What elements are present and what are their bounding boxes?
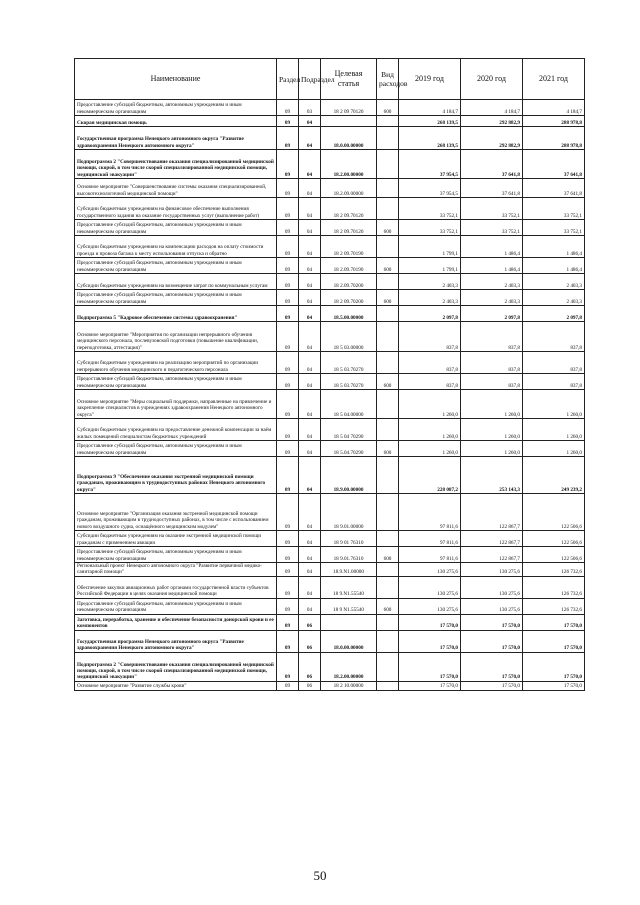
row-value-2020: 122 867,7	[461, 531, 523, 547]
row-value-2021: 288 978,8	[523, 116, 585, 127]
row-subsection: 04	[299, 150, 321, 179]
row-name: Субсидии бюджетным учреждениям на возмещение затрат по коммунальным услугам	[75, 274, 277, 290]
row-target: 18 5 03.70270	[321, 352, 377, 374]
row-exp-type: 600	[377, 374, 399, 390]
table-row	[75, 198, 585, 220]
row-value-2019: 97 811,6	[399, 531, 461, 547]
table-row	[75, 563, 585, 577]
col-header-section: Раздел	[277, 59, 299, 100]
row-name: Региональный проект Ненецкого автономного округа "Развитие первичной медико-санитарной помощи"	[75, 563, 277, 577]
row-name: Субсидии бюджетным учреждениям на реализацию мероприятий по организации непрерывного обучения медицинского и педагогического персонала	[75, 352, 277, 374]
budget-table-container	[74, 58, 584, 691]
row-value-2020: 1 486,4	[461, 258, 523, 274]
row-target: 18 2 09.70200	[321, 290, 377, 306]
table-row	[75, 374, 585, 390]
table-row	[75, 614, 585, 630]
row-section: 09	[277, 441, 299, 457]
row-value-2020: 837,8	[461, 352, 523, 374]
row-subsection: 04	[299, 547, 321, 563]
row-value-2020: 2 403,3	[461, 274, 523, 290]
table-row	[75, 457, 585, 494]
row-name: Подпрограмма 2 "Совершенствование оказания специализированной медицинской помощи, скорой, в том числе скорой специализированной медицинской помощи, медицинской эвакуации"	[75, 150, 277, 179]
table-row	[75, 258, 585, 274]
row-value-2020: 17 570,0	[461, 681, 523, 690]
row-name: Основное мероприятие "Организация оказания экстренной медицинской помощи гражданам, проживающим в труднодоступных районах, в том числе с использованием нового воздушного судна, оснащённого медицинским модулем"	[75, 494, 277, 531]
row-exp-type	[377, 322, 399, 352]
row-section: 09	[277, 681, 299, 690]
row-value-2019: 228 087,2	[399, 457, 461, 494]
row-value-2020: 4 184,7	[461, 100, 523, 116]
table-row	[75, 322, 585, 352]
row-subsection: 04	[299, 127, 321, 150]
row-value-2021: 1 486,4	[523, 236, 585, 258]
row-target: 18.9.00.00000	[321, 457, 377, 494]
row-name: Предоставление субсидий бюджетным, автономным учреждениям и иным некоммерческим организациям	[75, 100, 277, 116]
table-row	[75, 531, 585, 547]
row-value-2019: 268 139,5	[399, 116, 461, 127]
row-value-2020: 837,8	[461, 374, 523, 390]
row-value-2019: 1 260,0	[399, 441, 461, 457]
row-subsection: 04	[299, 198, 321, 220]
row-subsection: 06	[299, 681, 321, 690]
table-row	[75, 419, 585, 441]
row-target: 18 5 03.00000	[321, 322, 377, 352]
row-value-2020: 253 143,3	[461, 457, 523, 494]
row-exp-type	[377, 494, 399, 531]
row-subsection: 04	[299, 441, 321, 457]
row-subsection: 06	[299, 652, 321, 681]
row-subsection: 04	[299, 563, 321, 577]
row-target: 18 9 01 76310	[321, 531, 377, 547]
row-target: 18.2.09.00000	[321, 179, 377, 198]
row-value-2019: 2 403,3	[399, 274, 461, 290]
page-number: 50	[313, 868, 327, 883]
row-value-2019: 1 799,1	[399, 236, 461, 258]
row-target: 18.2.00.00000	[321, 652, 377, 681]
row-exp-type	[377, 274, 399, 290]
row-exp-type	[377, 419, 399, 441]
row-section: 09	[277, 547, 299, 563]
row-name: Предоставление субсидий бюджетным, автономным учреждениям и иным некоммерческим организациям	[75, 258, 277, 274]
row-value-2021: 1 260,0	[523, 390, 585, 419]
row-value-2021: 4 184,7	[523, 100, 585, 116]
table-row	[75, 290, 585, 306]
row-exp-type	[377, 652, 399, 681]
row-exp-type	[377, 127, 399, 150]
table-body	[75, 100, 585, 691]
row-subsection: 04	[299, 352, 321, 374]
row-target: 18 9.N1.55540	[321, 576, 377, 598]
row-value-2019: 2 403,3	[399, 290, 461, 306]
row-target: 18 9.01.00000	[321, 494, 377, 531]
row-section: 09	[277, 150, 299, 179]
row-section: 09	[277, 419, 299, 441]
table-row	[75, 494, 585, 531]
row-section: 09	[277, 116, 299, 127]
col-header-name: Наименование	[75, 59, 277, 100]
budget-table	[74, 58, 585, 691]
row-value-2021: 288 978,8	[523, 127, 585, 150]
row-subsection: 04	[299, 274, 321, 290]
row-value-2020: 33 752,1	[461, 198, 523, 220]
row-value-2020: 37 641,8	[461, 179, 523, 198]
row-section: 09	[277, 374, 299, 390]
row-exp-type	[377, 681, 399, 690]
row-exp-type	[377, 306, 399, 322]
row-exp-type	[377, 614, 399, 630]
row-target: 18 5 04 70290	[321, 419, 377, 441]
row-exp-type: 600	[377, 598, 399, 614]
row-value-2019: 130 275,6	[399, 563, 461, 577]
row-section: 09	[277, 306, 299, 322]
row-target: 18 5.04.70290	[321, 441, 377, 457]
row-section: 09	[277, 352, 299, 374]
row-exp-type: 600	[377, 100, 399, 116]
table-row	[75, 236, 585, 258]
row-section: 09	[277, 652, 299, 681]
row-value-2021: 837,8	[523, 322, 585, 352]
row-value-2019: 1 799,1	[399, 258, 461, 274]
row-name: Основное мероприятие "Мероприятия по организации непрерывного обучения медицинского персонала, послевузовской подготовки (повышение квалификации, переподготовка, аттестация)"	[75, 322, 277, 352]
row-exp-type: 600	[377, 220, 399, 236]
row-exp-type	[377, 179, 399, 198]
row-name: Подпрограмма 5 "Кадровое обеспечение системы здравоохранения"	[75, 306, 277, 322]
row-value-2020: 1 260,0	[461, 390, 523, 419]
row-section: 09	[277, 457, 299, 494]
row-name: Подпрограмма 2 "Совершенствование оказания специализированной медицинской помощи, скорой, в том числе скорой специализированной медицинской помощи, медицинской эвакуации"	[75, 652, 277, 681]
row-value-2021: 33 752,1	[523, 220, 585, 236]
table-row	[75, 127, 585, 150]
row-target: 18 2.09.70200	[321, 274, 377, 290]
row-target: 18 2 09.70120	[321, 198, 377, 220]
row-target: 18 2 10.00000	[321, 681, 377, 690]
row-section: 09	[277, 290, 299, 306]
row-value-2019: 17 570,0	[399, 630, 461, 652]
table-row	[75, 220, 585, 236]
row-section: 09	[277, 576, 299, 598]
table-row	[75, 598, 585, 614]
row-exp-type	[377, 116, 399, 127]
row-value-2021: 122 506,6	[523, 531, 585, 547]
table-row	[75, 652, 585, 681]
row-section: 09	[277, 179, 299, 198]
row-name: Предоставление субсидий бюджетным, автономным учреждениям и иным некоммерческим организациям	[75, 290, 277, 306]
row-subsection: 04	[299, 322, 321, 352]
row-value-2021: 17 570,0	[523, 614, 585, 630]
row-subsection: 04	[299, 116, 321, 127]
row-value-2021: 1 260,0	[523, 419, 585, 441]
row-value-2021: 122 506,6	[523, 494, 585, 531]
row-value-2020: 1 486,4	[461, 236, 523, 258]
row-section: 09	[277, 100, 299, 116]
row-target: 18 2 09 70120	[321, 100, 377, 116]
table-row	[75, 150, 585, 179]
row-subsection: 04	[299, 390, 321, 419]
row-exp-type	[377, 531, 399, 547]
row-value-2020: 837,8	[461, 322, 523, 352]
row-value-2020: 37 641,8	[461, 150, 523, 179]
row-value-2020: 292 882,9	[461, 127, 523, 150]
row-value-2020: 130 275,6	[461, 563, 523, 577]
table-row	[75, 547, 585, 563]
table-row	[75, 390, 585, 419]
row-exp-type: 600	[377, 258, 399, 274]
row-exp-type	[377, 563, 399, 577]
row-section: 09	[277, 614, 299, 630]
row-value-2019: 837,8	[399, 374, 461, 390]
row-name: Предоставление субсидий бюджетным, автономным учреждениям и иным некоммерческим организациям	[75, 598, 277, 614]
row-value-2019: 17 570,0	[399, 614, 461, 630]
row-subsection: 04	[299, 374, 321, 390]
row-value-2019: 130 275,6	[399, 576, 461, 598]
row-exp-type: 600	[377, 547, 399, 563]
row-name: Основное мероприятие "Меры социальной поддержки, направленные на привлечение и закрепление специалистов в учреждениях здравоохранения Ненецкого автономного округа"	[75, 390, 277, 419]
row-value-2019: 17 570,0	[399, 652, 461, 681]
row-value-2019: 33 752,1	[399, 220, 461, 236]
col-header-exp-type: Вид расходов	[377, 59, 399, 100]
table-row	[75, 274, 585, 290]
row-target: 18.0.00.00000	[321, 630, 377, 652]
row-value-2021: 2 403,3	[523, 274, 585, 290]
row-value-2021: 17 570,0	[523, 630, 585, 652]
table-row	[75, 576, 585, 598]
row-subsection: 04	[299, 306, 321, 322]
row-section: 09	[277, 630, 299, 652]
row-target: 18.9.N1.00000	[321, 563, 377, 577]
row-subsection: 04	[299, 494, 321, 531]
row-exp-type	[377, 630, 399, 652]
row-name: Предоставление субсидий бюджетным, автономным учреждениям и иным некоммерческим организациям	[75, 374, 277, 390]
table-row	[75, 630, 585, 652]
row-subsection: 04	[299, 576, 321, 598]
row-value-2020: 1 260,0	[461, 441, 523, 457]
row-exp-type	[377, 457, 399, 494]
row-section: 09	[277, 127, 299, 150]
table-row	[75, 352, 585, 374]
row-target: 18 2.09.70190	[321, 258, 377, 274]
row-target: 18.0.00.00000	[321, 127, 377, 150]
row-value-2021: 1 486,4	[523, 258, 585, 274]
row-subsection: 04	[299, 290, 321, 306]
row-value-2021: 2 097,8	[523, 306, 585, 322]
row-target: 18 2 09.70190	[321, 236, 377, 258]
row-target: 18.2.00.00000	[321, 150, 377, 179]
row-section: 09	[277, 563, 299, 577]
row-value-2021: 17 570,0	[523, 681, 585, 690]
table-row	[75, 306, 585, 322]
col-header-subsection: Подраздел	[299, 59, 321, 100]
col-header-target: Целевая статья	[321, 59, 377, 100]
row-name: Подпрограмма 9 "Обеспечение оказания экстренной медицинской помощи гражданам, проживающим в труднодоступных районах Ненецкого автономного округа"	[75, 457, 277, 494]
row-value-2020: 292 882,9	[461, 116, 523, 127]
row-target: 18 5 03.70270	[321, 374, 377, 390]
row-value-2020: 130 275,6	[461, 576, 523, 598]
row-value-2019: 97 811,6	[399, 547, 461, 563]
row-subsection: 04	[299, 531, 321, 547]
row-section: 09	[277, 274, 299, 290]
row-name: Субсидии бюджетным учреждениям на финансовое обеспечение выполнения государственного задания на оказание государственных услуг (выполнение работ)	[75, 198, 277, 220]
row-section: 09	[277, 531, 299, 547]
row-value-2020: 33 752,1	[461, 220, 523, 236]
col-header-2019: 2019 год	[399, 59, 461, 100]
col-header-2021: 2021 год	[523, 59, 585, 100]
row-name: Скорая медицинская помощь	[75, 116, 277, 127]
row-value-2021: 17 570,0	[523, 652, 585, 681]
row-target: 18.5.00.00000	[321, 306, 377, 322]
header-row	[75, 59, 585, 100]
row-exp-type	[377, 150, 399, 179]
row-name: Основное мероприятие "Совершенствование системы оказания специализированной, высокотехнологичной медицинской помощи"	[75, 179, 277, 198]
row-name: Субсидии бюджетным учреждениям на оказание экстренной медицинской помощи гражданам с применением авиации	[75, 531, 277, 547]
row-value-2021: 126 732,6	[523, 576, 585, 598]
row-section: 09	[277, 198, 299, 220]
row-value-2019: 37 954,5	[399, 150, 461, 179]
table-row	[75, 116, 585, 127]
row-target: 18 9 N1.55540	[321, 598, 377, 614]
table-row	[75, 441, 585, 457]
row-subsection: 04	[299, 236, 321, 258]
row-subsection: 04	[299, 419, 321, 441]
row-section: 09	[277, 390, 299, 419]
row-value-2020: 2 403,3	[461, 290, 523, 306]
row-value-2019: 33 752,1	[399, 198, 461, 220]
row-section: 09	[277, 494, 299, 531]
col-header-2020: 2020 год	[461, 59, 523, 100]
row-value-2019: 1 260,0	[399, 419, 461, 441]
row-name: Предоставление субсидий бюджетным, автономным учреждениям и иным некоммерческим организациям	[75, 441, 277, 457]
row-value-2021: 122 506,6	[523, 547, 585, 563]
table-row	[75, 179, 585, 198]
row-name: Предоставление субсидий бюджетным, автономным учреждениям и иным некоммерческим организациям	[75, 220, 277, 236]
row-subsection: 04	[299, 258, 321, 274]
row-exp-type: 600	[377, 441, 399, 457]
row-value-2020: 122 867,7	[461, 494, 523, 531]
row-section: 09	[277, 220, 299, 236]
row-subsection: 04	[299, 457, 321, 494]
row-target: 18 5 04.00000	[321, 390, 377, 419]
row-value-2019: 2 097,8	[399, 306, 461, 322]
row-exp-type	[377, 236, 399, 258]
row-exp-type	[377, 576, 399, 598]
row-exp-type	[377, 198, 399, 220]
row-target	[321, 614, 377, 630]
row-value-2020: 17 570,0	[461, 614, 523, 630]
row-section: 09	[277, 322, 299, 352]
row-section: 09	[277, 598, 299, 614]
row-name: Субсидии бюджетным учреждениям на компенсацию расходов на оплату стоимости проезда и провоза багажа к месту использования отпуска и обратно	[75, 236, 277, 258]
row-subsection: 04	[299, 179, 321, 198]
row-value-2019: 97 811,6	[399, 494, 461, 531]
row-subsection: 06	[299, 630, 321, 652]
row-value-2019: 837,8	[399, 352, 461, 374]
row-subsection: 06	[299, 614, 321, 630]
row-subsection: 04	[299, 220, 321, 236]
row-value-2020: 17 570,0	[461, 630, 523, 652]
row-subsection: 03	[299, 100, 321, 116]
row-subsection: 04	[299, 598, 321, 614]
row-value-2020: 17 570,0	[461, 652, 523, 681]
row-name: Заготовка, переработка, хранение и обеспечение безопасности донорской крови и ее компонентов	[75, 614, 277, 630]
row-value-2019: 17 570,0	[399, 681, 461, 690]
row-value-2019: 4 184,7	[399, 100, 461, 116]
row-value-2021: 126 732,6	[523, 563, 585, 577]
row-name: Государственная программа Ненецкого автономного округа "Развитие здравоохранения Ненецкого автономного округа"	[75, 127, 277, 150]
row-value-2021: 37 641,8	[523, 179, 585, 198]
row-value-2021: 2 403,3	[523, 290, 585, 306]
row-value-2019: 837,8	[399, 322, 461, 352]
row-value-2019: 268 139,5	[399, 127, 461, 150]
row-name: Государственная программа Ненецкого автономного округа "Развитие здравоохранения Ненецкого автономного округа"	[75, 630, 277, 652]
row-target: 18 9.01.76310	[321, 547, 377, 563]
row-exp-type	[377, 352, 399, 374]
row-value-2021: 33 752,1	[523, 198, 585, 220]
row-section: 09	[277, 258, 299, 274]
row-name: Основное мероприятие "Развитие службы крови"	[75, 681, 277, 690]
row-section: 09	[277, 236, 299, 258]
table-row	[75, 681, 585, 690]
row-value-2021: 126 732,6	[523, 598, 585, 614]
row-target	[321, 116, 377, 127]
row-value-2020: 130 275,6	[461, 598, 523, 614]
table-row	[75, 100, 585, 116]
row-value-2020: 122 867,7	[461, 547, 523, 563]
row-name: Субсидии бюджетным учреждениям на предоставление денежной компенсации за наём жилых помещений специалистам бюджетных учреждений	[75, 419, 277, 441]
row-value-2019: 130 275,6	[399, 598, 461, 614]
row-value-2019: 1 260,0	[399, 390, 461, 419]
row-value-2021: 249 239,2	[523, 457, 585, 494]
row-value-2020: 2 097,8	[461, 306, 523, 322]
row-value-2021: 837,8	[523, 352, 585, 374]
row-value-2021: 37 641,8	[523, 150, 585, 179]
row-name: Обеспечение закупки авиационных работ органами государственной власти субъектов Российской Федерации в целях оказания медицинской помощи	[75, 576, 277, 598]
row-exp-type	[377, 390, 399, 419]
row-name: Предоставление субсидий бюджетным, автономным учреждениям и иным некоммерческим организациям	[75, 547, 277, 563]
row-value-2019: 37 954,5	[399, 179, 461, 198]
row-target: 18 2 09.70120	[321, 220, 377, 236]
row-value-2021: 837,8	[523, 374, 585, 390]
row-exp-type: 600	[377, 290, 399, 306]
row-value-2021: 1 260,0	[523, 441, 585, 457]
row-value-2020: 1 260,0	[461, 419, 523, 441]
